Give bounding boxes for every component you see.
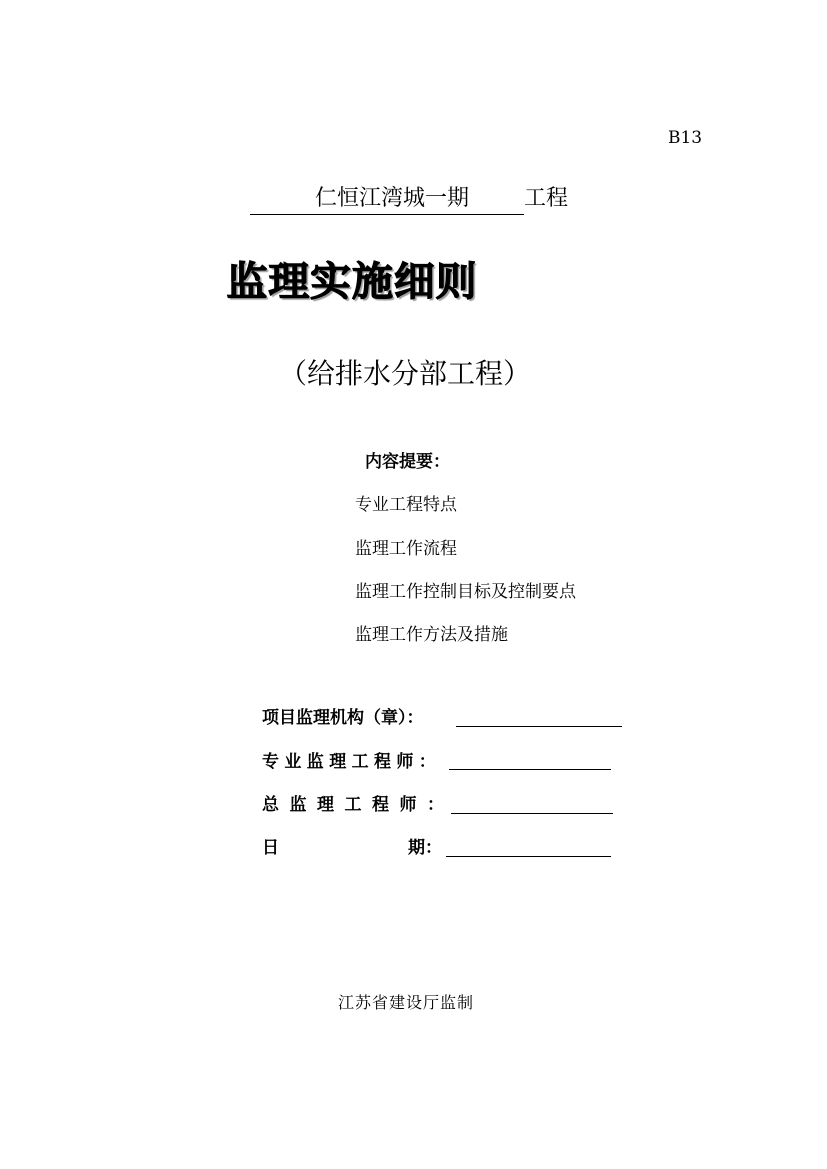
signature-line-specialist bbox=[449, 769, 611, 770]
project-line bbox=[250, 184, 568, 215]
signature-label-org: 项目监理机构（章）： bbox=[262, 708, 424, 728]
summary-heading: 内容提要： bbox=[365, 452, 450, 472]
project-suffix: 工程 bbox=[524, 186, 569, 211]
signature-row-date-end bbox=[408, 837, 442, 859]
summary-item: 监理工作方法及措施 bbox=[355, 625, 508, 645]
signature-line-date bbox=[446, 856, 611, 857]
summary-item: 监理工作控制目标及控制要点 bbox=[355, 582, 576, 602]
footer-note: 江苏省建设厅监制 bbox=[338, 993, 475, 1012]
signature-label-date-end: 期： bbox=[408, 838, 442, 858]
signature-row-org bbox=[262, 707, 424, 729]
project-name: 仁恒江湾城一期 bbox=[250, 184, 524, 215]
signature-label-date-start: 日 bbox=[262, 838, 279, 858]
signature-label-specialist: 专业监理工程师： bbox=[262, 752, 442, 772]
signature-label-chief: 总监理工程师： bbox=[262, 795, 455, 815]
form-code: B13 bbox=[668, 128, 703, 148]
summary-item: 监理工作流程 bbox=[355, 539, 457, 559]
signature-row-chief bbox=[262, 794, 455, 816]
signature-row-specialist bbox=[262, 751, 441, 773]
signature-line-org bbox=[456, 726, 622, 727]
main-title: 监理实施细则 bbox=[226, 259, 478, 305]
summary-item: 专业工程特点 bbox=[355, 495, 457, 515]
subtitle: （给排水分部工程） bbox=[279, 357, 532, 390]
signature-row-date bbox=[262, 837, 279, 859]
signature-line-chief bbox=[451, 813, 613, 814]
